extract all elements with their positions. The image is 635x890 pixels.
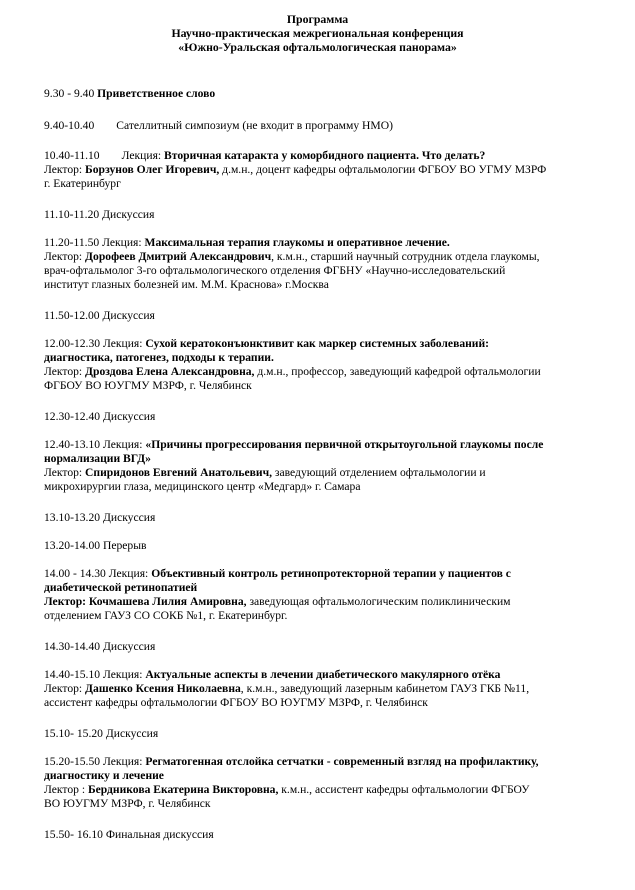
affiliation: , к.м.н., старший научный сотрудник отдела глаукомы, (271, 250, 540, 263)
item-title: Сателлитный симпозиум (не входит в программу НМО) (116, 119, 393, 132)
lecture-title: Регматогенная отслойка сетчатки - современный взгляд на профилактику, (145, 755, 539, 768)
item-kind: Лекция: (108, 567, 149, 580)
time: 15.20-15.50 (44, 755, 101, 768)
agenda-item (44, 640, 155, 654)
item-kind: Лекция: (102, 438, 143, 451)
agenda-item (44, 337, 489, 351)
lecturer-name: Бердникова Екатерина Викторовна, (87, 783, 279, 796)
affiliation-line: институт глазных болезней им. М.М. Краснова» г.Москва (44, 278, 329, 291)
time: 11.50-12.00 (44, 309, 100, 322)
item-title: Дискуссия (102, 511, 156, 524)
lecture-title: «Причины прогрессирования первичной открытоугольной глаукомы после (145, 438, 544, 451)
affiliation: , к.м.н., заведующий лазерным кабинетом ГАУЗ ГКБ №11, (240, 682, 530, 695)
lecturer-line (44, 682, 529, 696)
lecturer-name: Дашенко Ксения Николаевна (85, 682, 241, 695)
affiliation-line: ФГБОУ ВО ЮУГМУ МЗРФ, г. Челябинск (44, 379, 252, 392)
agenda-item (44, 828, 214, 842)
lecturer-line (44, 783, 529, 797)
lecturer-prefix: Лектор: (44, 682, 83, 695)
lecture-title: Максимальная терапия глаукомы и оперативное лечение. (144, 236, 450, 249)
time: 14.40-15.10 (44, 668, 101, 681)
lecturer-line (44, 250, 540, 264)
lecturer-line (44, 163, 546, 177)
affiliation: д.м.н., профессор, заведующий кафедрой офтальмологии (257, 365, 541, 378)
affiliation: к.м.н., ассистент кафедры офтальмологии ФГБОУ (281, 783, 530, 796)
item-kind: Лекция: (121, 149, 162, 162)
item-title: Дискуссия (102, 208, 155, 221)
lecturer-name: Спиридонов Евгений Анатольевич, (85, 466, 273, 479)
lecturer-prefix: Лектор: (44, 250, 83, 263)
lecture-title-cont: диагностику и лечение (44, 769, 164, 782)
item-kind: Лекция: (102, 668, 143, 681)
document-title: Программа (286, 12, 349, 26)
time: 12.30-12.40 (44, 410, 101, 423)
affiliation-line: ассистент кафедры офтальмологии ФГБОУ ВО ЮУГМУ МЗРФ, г. Челябинск (44, 696, 428, 709)
item-kind: Лекция: (102, 236, 142, 249)
agenda-item (44, 755, 539, 769)
item-title: Дискуссия (105, 727, 159, 740)
affiliation-line: г. Екатеринбург (44, 177, 121, 190)
time: 15.50- 16.10 (44, 828, 103, 841)
agenda-item (44, 511, 155, 525)
time: 12.00-12.30 (44, 337, 101, 350)
agenda-item (44, 87, 215, 101)
time: 15.10- 15.20 (44, 727, 103, 740)
time: 14.00 - 14.30 (44, 567, 106, 580)
agenda-item (44, 668, 500, 682)
lecture-title: Актуальные аспекты в лечении диабетического макулярного отёка (145, 668, 501, 681)
lecture-title-cont: нормализации ВГД» (44, 452, 151, 465)
lecturer-name: Дроздова Елена Александровна, (85, 365, 255, 378)
agenda-item (44, 309, 155, 323)
affiliation-line: отделением ГАУЗ СО СОКБ №1, г. Екатеринбург. (44, 609, 288, 622)
time: 9.40-10.40 (44, 119, 95, 132)
lecturer-prefix: Лектор: (44, 365, 83, 378)
lecturer-name: Лектор: Кочмашева Лилия Амировна, (44, 595, 247, 608)
item-title: Дискуссия (102, 309, 155, 322)
agenda-item (44, 410, 155, 424)
affiliation-line: микрохирургии глаза, медицинского центр «Медгард» г. Самара (44, 480, 361, 493)
lecture-title-cont: диагностика, патогенез, подходы к терапии. (44, 351, 274, 364)
conference-name: «Южно-Уральская офтальмологическая панорама» (178, 40, 457, 54)
time: 13.20-14.00 (44, 539, 101, 552)
agenda-item (44, 119, 393, 133)
item-title: Приветственное слово (97, 87, 216, 100)
agenda-item (44, 236, 450, 250)
time: 12.40-13.10 (44, 438, 101, 451)
lecture-title: Сухой кератоконъюнктивит как маркер системных заболеваний: (145, 337, 490, 350)
time: 11.10-11.20 (44, 208, 100, 221)
item-title: Финальная дискуссия (105, 828, 214, 841)
agenda-item (44, 539, 146, 553)
lecturer-prefix: Лектор: (44, 163, 83, 176)
agenda-item (44, 149, 485, 163)
item-title: Дискуссия (102, 640, 156, 653)
time: 13.10-13.20 (44, 511, 101, 524)
lecture-title: Объективный контроль ретинопротекторной терапии у пациентов с (151, 567, 511, 580)
agenda-item (44, 208, 154, 222)
agenda-item (44, 727, 158, 741)
document-subtitle: Научно-практическая межрегиональная конференция (171, 26, 464, 40)
time: 11.20-11.50 (44, 236, 100, 249)
affiliation-line: врач-офтальмолог 3-го офтальмологического отделения ФГБНУ «Научно-исследовательский (44, 264, 506, 277)
lecturer-line (44, 595, 511, 609)
time: 10.40-11.10 (44, 149, 100, 162)
item-kind: Лекция: (102, 337, 143, 350)
item-title: Перерыв (102, 539, 147, 552)
lecturer-name: Борзунов Олег Игоревич, (85, 163, 220, 176)
lecture-title: Вторичная катаракта у коморбидного пациента. Что делать? (164, 149, 486, 162)
lecturer-name: Дорофеев Дмитрий Александрович (85, 250, 272, 263)
agenda-item (44, 438, 543, 452)
lecturer-prefix: Лектор : (44, 783, 86, 796)
affiliation: д.м.н., доцент кафедры офтальмологии ФГБОУ ВО УГМУ МЗРФ (222, 163, 547, 176)
item-title: Дискуссия (102, 410, 156, 423)
lecture-title-cont: диабетической ретинопатией (44, 581, 198, 594)
affiliation: заведующая офтальмологическим поликлиническим (249, 595, 511, 608)
lecturer-prefix: Лектор: (44, 466, 83, 479)
affiliation-line: ВО ЮУГМУ МЗРФ, г. Челябинск (44, 797, 211, 810)
time: 14.30-14.40 (44, 640, 101, 653)
affiliation: заведующий отделением офтальмологии и (274, 466, 486, 479)
lecturer-line (44, 466, 486, 480)
item-kind: Лекция: (102, 755, 143, 768)
agenda-item (44, 567, 511, 581)
lecturer-line (44, 365, 541, 379)
time: 9.30 - 9.40 (44, 87, 95, 100)
